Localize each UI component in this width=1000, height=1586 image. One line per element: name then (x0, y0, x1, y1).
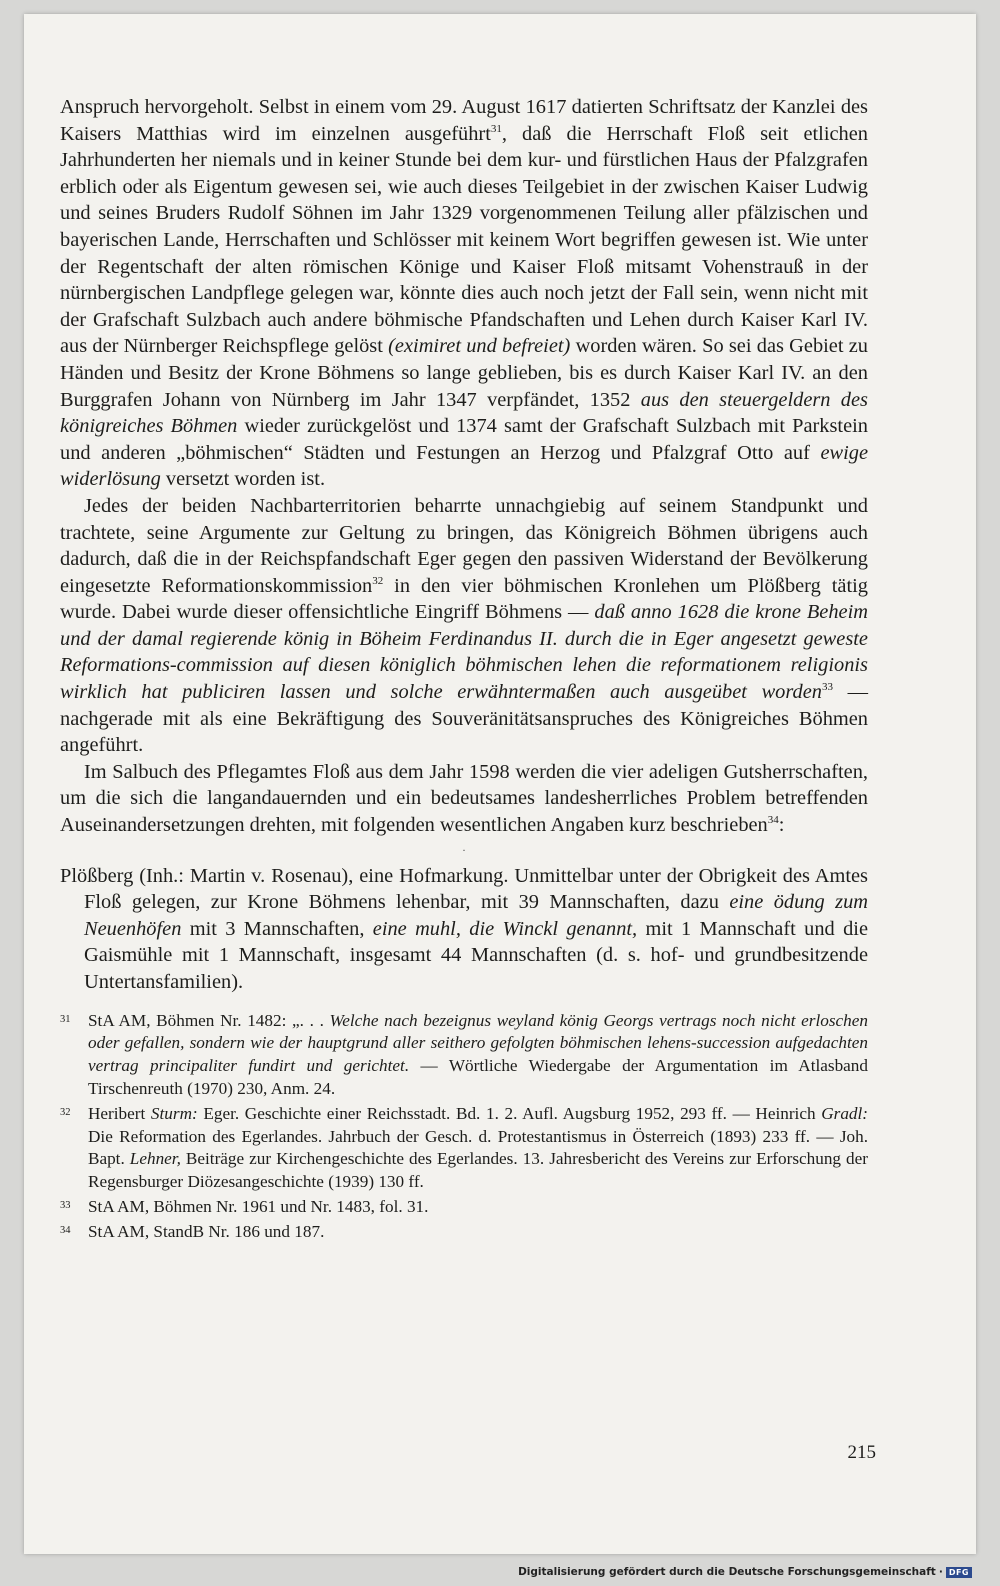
italic-text: Welche nach bezeignus weyland könig Georgs vertrags noch nicht erloschen oder gefallen, sondern wie der hauptgrund aller seithero gefolgten böhmischen lehens-succession aufgedachten vertrag principaliter fundirt und gerichtet. (88, 1010, 868, 1076)
footnote-number: 33 (60, 1199, 71, 1211)
entry-plossberg (60, 863, 868, 996)
italic-text: daß anno 1628 die krone Beheim und der damal regierende könig in Böheim Ferdinandus II. durch die in Eger angesetzt geweste Reformations-commission auf diesen königlich böhmischen lehen die reformationem religionis wirklich hat publiciren lassen und solche erwähntermaßen auch ausgeübet worden (60, 601, 868, 704)
footnote-text (88, 1104, 868, 1191)
text-run: : (778, 814, 785, 837)
paragraph (60, 493, 868, 759)
text-run: — nachgerade mit als eine Bekräftigung des Souveränitätsanspruches des Königreiches Böhmen angeführt. (60, 681, 868, 757)
main-text (60, 94, 868, 1246)
footnote-ref: 31 (490, 122, 502, 135)
italic-text: eine ödung zum Neuenhöfen (84, 891, 868, 940)
digitization-note: Digitalisierung gefördert durch die Deutsche Forschungsgemeinschaft (518, 1566, 936, 1578)
footnote-text (88, 1197, 428, 1216)
page-number: 215 (847, 1442, 876, 1463)
text-run: StA AM, StandB Nr. 186 und 187. (88, 1221, 325, 1241)
text-run: Eger. Geschichte einer Reichsstadt. Bd. 1. 2. Aufl. Augsburg 1952, 293 ff. — Heinrich (197, 1103, 822, 1123)
italic-text: eine muhl, die Winckl genannt, (372, 917, 638, 940)
separator-dot: · (462, 842, 466, 857)
italic-text: aus den steuergeldern des königreiches Böhmen (60, 388, 868, 438)
text-run: , daß die Herrschaft Floß seit etlichen Jahrhunderten her niemals und in keiner Stunde bei dem kur- und fürstlichen Haus der Pfalzgrafen erblich oder als Eigentum gewesen sei, wie auch dieses Teilgebiet in der zwischen Kaiser Ludwig und seines Bruders Rudolf Söhnen im Jahr 1329 vorgenommenen Teilung aller pfälzischen und bayerischen Lande, Herrschaften und Schlösser mit keinem Wort begriffen gewesen ist. Wie unter der Regentschaft der alten römischen Könige und Kaiser Floß mitsamt Vohenstrauß in der nürnbergischen Landpflege gelegen war, könnte dies auch noch jetzt der Fall sein, wenn nicht mit der Grafschaft Sulzbach auch andere böhmische Pfandschaften und Lehen durch Kaiser Karl IV. aus der Nürnberger Reichspflege gelöst (60, 122, 868, 358)
footnotes (60, 1010, 868, 1244)
text-run: Jedes der beiden Nachbarterritorien beharrte unnachgiebig auf seinem Standpunkt und trachtete, seine Argumente zur Geltung zu bringen, das Königreich Böhmen übrigens auch dadurch, daß die in der Reichspfandschaft Eger gegen den passiven Widerstand der Bevölkerung eingesetzte Reformationskommission (60, 494, 868, 597)
text-run: wieder zurückgelöst und 1374 samt der Grafschaft Sulzbach mit Parkstein und anderen „böhmischen“ Städten und Festungen an Herzog und Pfalzgraf Otto auf (60, 415, 869, 464)
book-page (24, 14, 976, 1554)
text-run: Anspruch hervorgeholt. Selbst in einem vom 29. August 1617 datierten Schriftsatz der Kanzlei des Kaisers Matthias wird im einzelnen ausgeführt (60, 96, 868, 145)
italic-text: Lehner, (129, 1149, 181, 1169)
text-run: worden wären. So sei das Gebiet zu Händen und Besitz der Krone Böhmens so lange geblieben, bis es durch Kaiser Karl IV. an den Burggrafen Johann von Nürnberg im Jahr 1347 verpfändet, 1352 (60, 335, 868, 411)
italic-text: Sturm: (150, 1103, 198, 1123)
footnote-ref: 33 (821, 681, 833, 694)
footnote-number: 34 (60, 1224, 71, 1236)
text-run: mit 3 Mannschaften, (181, 917, 373, 940)
footnote-number: 31 (60, 1013, 71, 1025)
text-run: Im Salbuch des Pflegamtes Floß aus dem Jahr 1598 werden die vier adeligen Gutsherrschaften, um die sich die langandauernden und ein bedeutsames landesherrliches Problem betreffenden Auseinandersetzungen drehten, mit folgenden wesentlichen Angaben kurz beschrieben (60, 760, 868, 837)
text-run: StA AM, Böhmen Nr. 1961 und Nr. 1483, fol. 31. (88, 1196, 429, 1216)
text-run: versetzt worden ist. (160, 468, 326, 491)
text-run: Beiträge zur Kirchengeschichte des Egerlandes. 13. Jahresbericht des Vereins zur Erforschung der Regensburger Diözesangeschichte (1939) 130 ff. (88, 1149, 868, 1192)
italic-text: ewige widerlösung (60, 441, 868, 491)
footnote-ref: 32 (372, 574, 384, 587)
italic-text: Gradl: (821, 1103, 869, 1123)
text-run: Die Reformation des Egerlandes. Jahrbuch der Gesch. d. Protestantismus in Österreich (1893) 233 ff. — Joh. Bapt. (88, 1126, 868, 1169)
footnote-text (88, 1011, 868, 1098)
text-run: StA AM, Böhmen Nr. 1482: „. . . (88, 1010, 330, 1030)
footnote-ref: 34 (767, 814, 779, 827)
text-run: Heribert (88, 1103, 151, 1123)
footnote-32 (60, 1103, 868, 1194)
paragraph (60, 94, 868, 493)
dfg-logo-icon: DFG (946, 1567, 972, 1578)
footnote-33 (60, 1196, 868, 1219)
footnote-number: 32 (60, 1106, 71, 1118)
paragraph (60, 759, 868, 839)
text-run: mit 1 Mannschaft und die Gaismühle mit 1 Mannschaft, insgesamt 44 Mannschaften (d. s. hof- und grundbesitzende Untertansfamilien). (84, 917, 868, 993)
digitization-footer: Digitalisierung gefördert durch die Deutsche Forschungsgemeinschaft · DFG (518, 1566, 972, 1578)
italic-text: (eximiret und befreiet) (388, 335, 571, 358)
text-run: Plößberg (Inh.: Martin v. Rosenau), eine Hofmarkung. Unmittelbar unter der Obrigkeit des Amtes Floß gelegen, zur Krone Böhmens lehenbar, mit 39 Mannschaften, dazu (60, 864, 868, 914)
footnote-34 (60, 1221, 868, 1244)
text-run: — Wörtliche Wiedergabe der Argumentation im Atlasband Tirschenreuth (1970) 230, Anm. 24. (88, 1056, 868, 1098)
footnote-text (88, 1222, 324, 1241)
text-run: in den vier böhmischen Kronlehen um Plößberg tätig wurde. Dabei wurde dieser offensichtliche Eingriff Böhmens — (60, 574, 868, 624)
footnote-31 (60, 1010, 868, 1101)
